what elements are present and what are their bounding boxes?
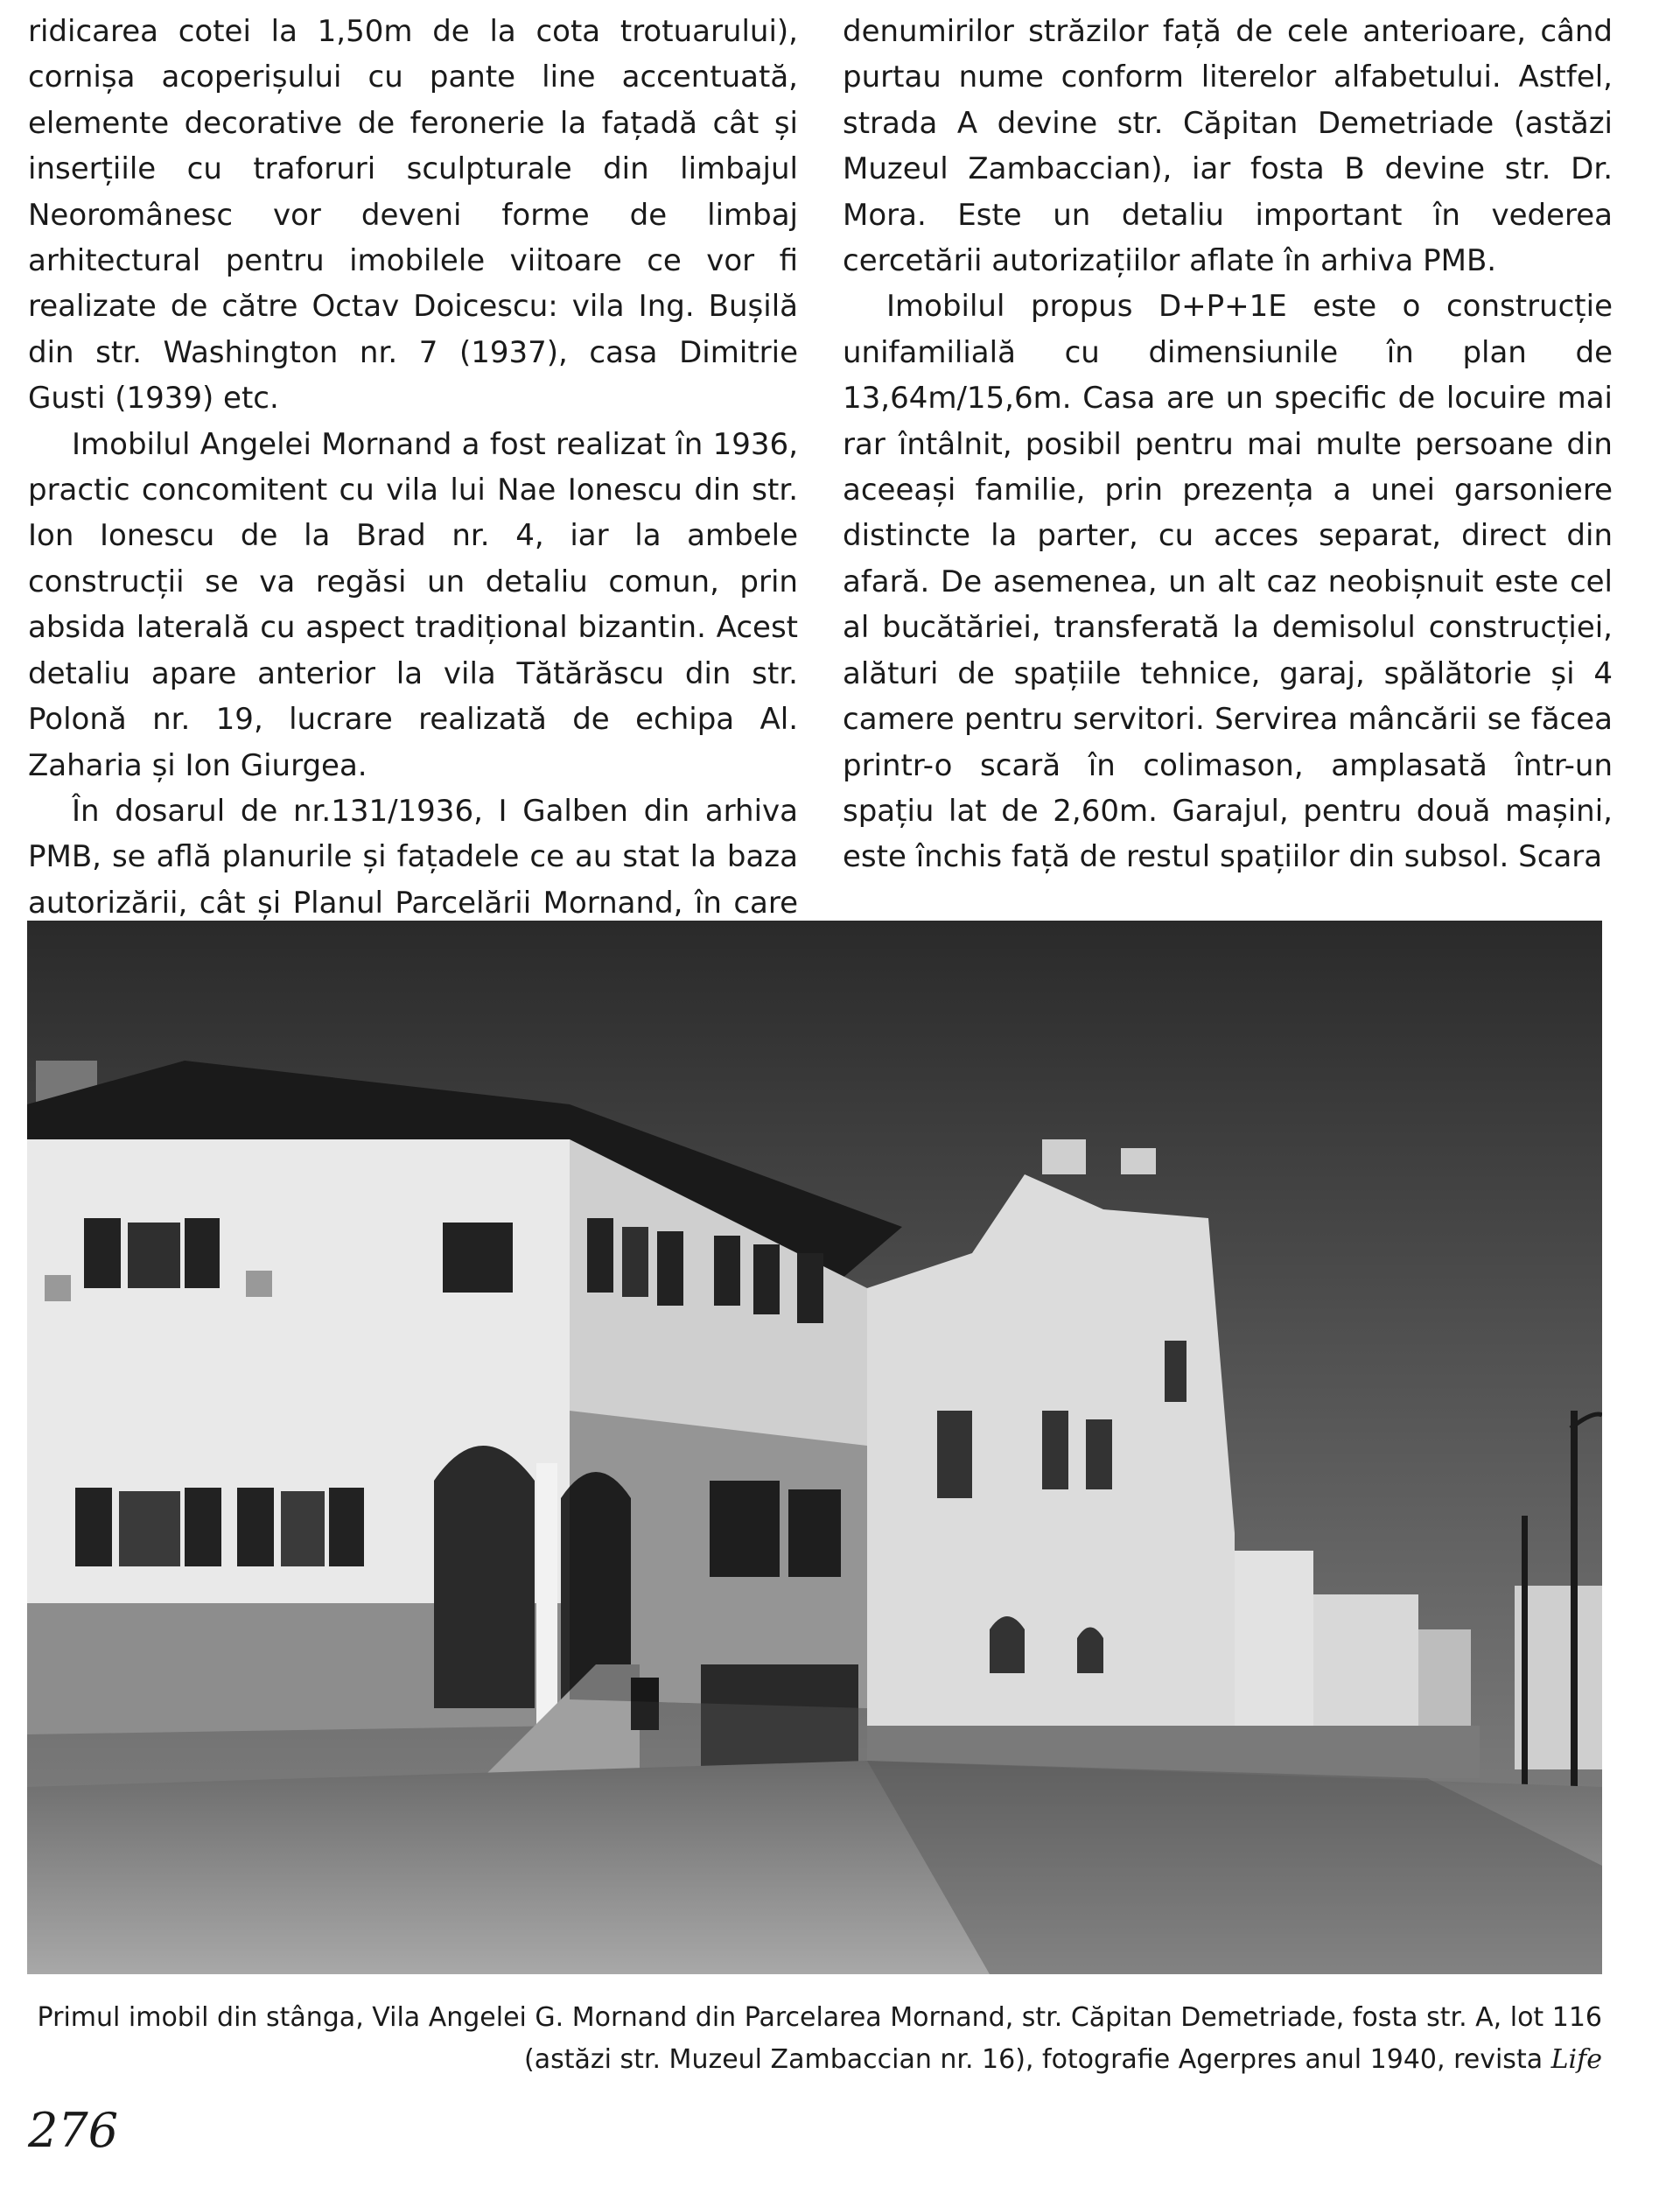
paragraph: ridicarea cotei la 1,50m de la cota trotuarului), cornișa acoperișului cu pante line accentuată, elemente decorative de feronerie la fațadă cât și inserțiile cu traforuri sculpturale din limbajul Neoromânesc vor deveni forme de limbaj arhitectural pentru imobilele viitoare ce vor fi realizate de către Octav Doicescu: vila Ing. Bușilă din str. Washington nr. 7 (1937), casa Dimitrie Gusti (1939) etc. <box>28 14 798 417</box>
caption-line-2 <box>27 2039 1602 2081</box>
photo-caption <box>27 1997 1602 2081</box>
paragraph: denumirilor străzilor față de cele anterioare, când purtau nume conform literelor alfabetului. Astfel, strada A devine str. Căpitan Demetriade (astăzi Muzeul Zambaccian), iar fosta B devine str. Dr. Mora. Este un detaliu important în vederea cercetării autorizațiilor aflate în arhiva PMB. <box>843 14 1613 279</box>
page-number: 276 <box>28 2103 119 2158</box>
text-column-left <box>28 9 798 972</box>
text-column-right <box>843 9 1613 880</box>
caption-line-1: Primul imobil din stânga, Vila Angelei G. Mornand din Parcelarea Mornand, str. Căpitan Demetriade, fosta str. A, lot 116 <box>37 2002 1602 2033</box>
paragraph: Imobilul Angelei Mornand a fost realizat în 1936, practic concomitent cu vila lui Nae Ionescu din str. Ion Ionescu de la Brad nr. 4, iar la ambele construcții se va regăsi un detaliu comun, prin absida laterală cu aspect tradițional bizantin. Acest detaliu apare anterior la vila Tătărăscu din str. Polonă nr. 19, lucrare realizată de echipa Al. Zaharia și Ion Giurgea. <box>28 426 798 783</box>
paragraph: Imobilul propus D+P+1E este o construcție unifamilială cu dimensiunile în plan de 13,64m/15,6m. Casa are un specific de locuire mai rar întâlnit, posibil pentru mai multe persoane din aceeași familie, prin prezența a unei garsoniere distincte la parter, cu acces separat, direct din afară. De asemenea, un alt caz neobișnuit este cel al bucătăriei, transferată la demisolul construcției, alături de spațiile tehnice, garaj, spălătorie și 4 camere pentru servitori. Servirea mâncării se făcea printr-o scară în colimason, amplasată într-un spațiu lat de 2,60m. Garajul, pentru două mașini, este închis față de restul spațiilor din subsol. Scara <box>843 289 1613 875</box>
caption-source: Life <box>1550 2044 1602 2075</box>
caption-line-2-text: (astăzi str. Muzeul Zambaccian nr. 16), fotografie Agerpres anul 1940, revista <box>524 2044 1551 2075</box>
paragraph: În dosarul de nr.131/1936, I Galben din arhiva PMB, se află planurile și fațadele ce au stat la baza autorizării, cât și Planul Parcelării Mornand, în care <box>28 793 798 921</box>
historic-photograph <box>27 921 1602 1974</box>
